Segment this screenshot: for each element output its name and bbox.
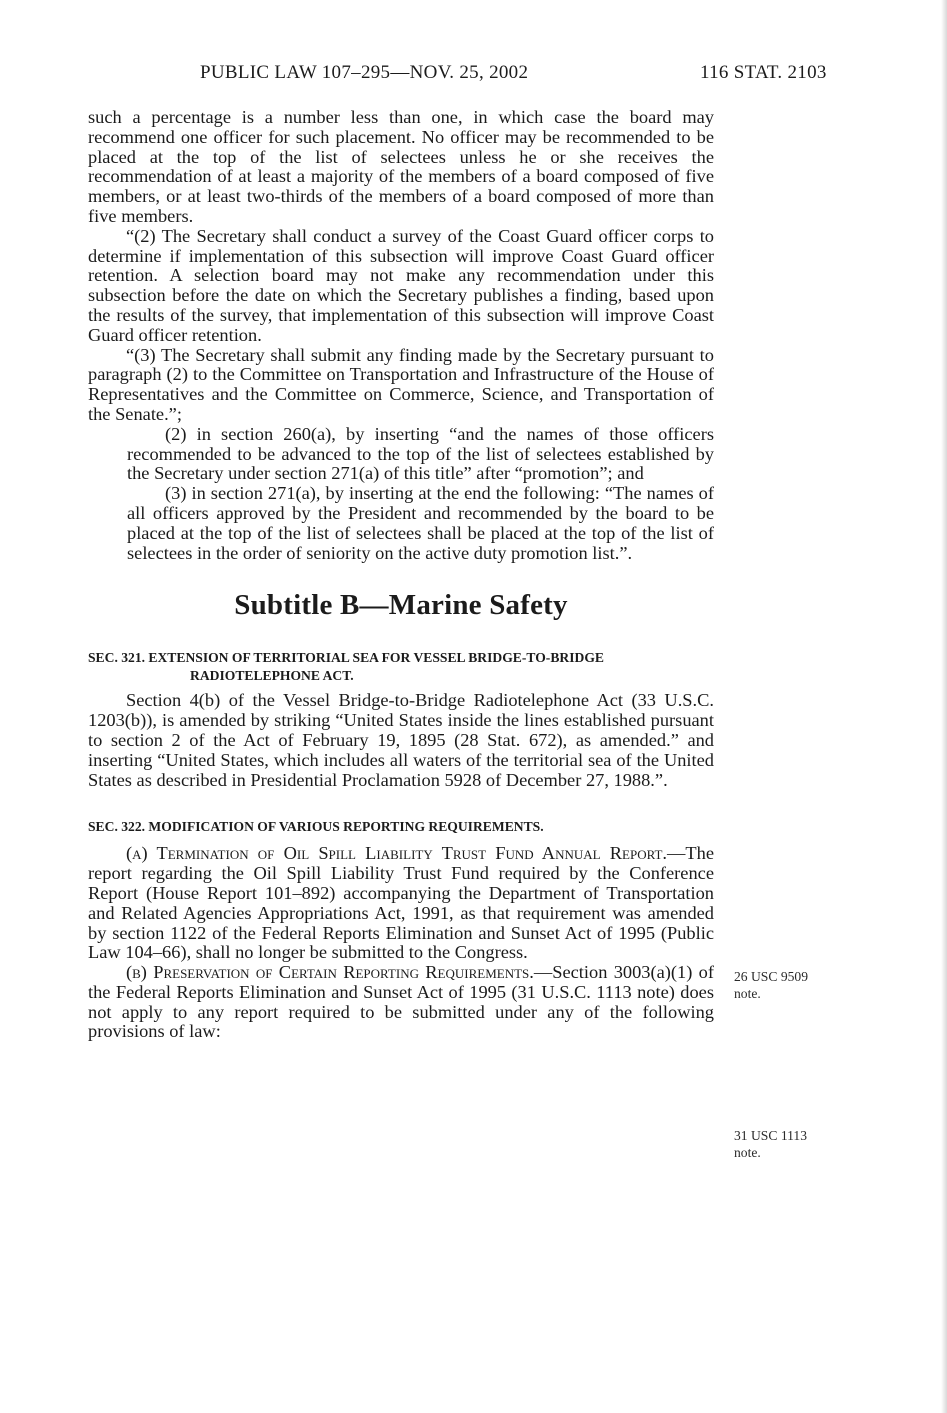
- subtitle-heading: Subtitle B—Marine Safety: [234, 589, 568, 622]
- section-322-subsection-a: [88, 844, 714, 963]
- header-title: PUBLIC LAW 107–295—NOV. 25, 2002: [200, 62, 529, 83]
- body-text: [88, 108, 714, 1042]
- paragraph-survey: “(2) The Secretary shall conduct a survey of the Coast Guard officer corps to determine if implementation of this subsection will improve Coast Guard officer retention. A selection board may not make any recommendation under this subsection before the date on which the Secretary publishes a finding, based upon the results of the survey, that implementation of this subsection will improve Coast Guard officer retention.: [88, 225, 714, 345]
- amendment-item-2: (2) in section 260(a), by inserting “and the names of those officers recommended to be advanced to the top of the list of selectees established by the Secretary under section 271(a) of this title” after “promotion”; and: [127, 423, 714, 484]
- paragraph-finding: “(3) The Secretary shall submit any finding made by the Secretary pursuant to paragraph (2) to the Committee on Transportation and Infrastructure of the House of Representatives and the Committee on Commerce, Science, and Transportation of the Senate.”;: [88, 344, 714, 424]
- paragraph-continuation: such a percentage is a number less than one, in which case the board may recommend one officer for such placement. No officer may be recommended to be placed at the top of the list of selectees unless he or she receives the recommendation of at least a majority of the members of a board composed of five members, or at least two-thirds of the members of a board composed of more than five members.: [88, 107, 714, 226]
- subsection-b-text: Section 3003(a)(1) of the Federal Reports Elimination and Sunset Act of 1995 (31 U.S.C. 1113 note) does not apply to any report required to be submitted under any of the following provisions of law:: [88, 962, 714, 1042]
- margin-note-2-line-2: note.: [734, 1145, 761, 1160]
- subsection-a-heading: (a) Termination of Oil Spill Liability Trust Fund Annual Report.—: [126, 843, 686, 864]
- subsection-a-text: The report regarding the Oil Spill Liability Trust Fund required by the Conference Report (House Report 101–892) accompanying the Department of Transportation and Related Agencies Appropriations Act, 1991, as that requirement was amended by section 1122 of the Federal Reports Elimination and Sunset Act of 1995 (Public Law 104–66), shall no longer be submitted to the Congress.: [88, 843, 714, 963]
- amendment-item-3: (3) in section 271(a), by inserting at the end the following: “The names of all officers approved by the President and recommended by the board to be placed at the top of the list of selectees shall be placed at the top of the list of selectees in the order of seniority on the active duty promotion list.”.: [127, 483, 714, 563]
- margin-note-31-usc: [734, 1127, 844, 1161]
- section-321-heading: SEC. 321. EXTENSION OF TERRITORIAL SEA FOR VESSEL BRIDGE-TO-BRIDGE RADIOTELEPHONE ACT.: [88, 650, 604, 684]
- margin-note-1-line-1: 26 USC 9509: [734, 969, 809, 984]
- section-322-subsection-b: [88, 963, 714, 1042]
- running-header: [0, 62, 947, 88]
- subsection-b-heading: (b) Preservation of Certain Reporting Requirements.—: [126, 962, 553, 983]
- section-321-text: Section 4(b) of the Vessel Bridge-to-Bridge Radiotelephone Act (33 U.S.C. 1203(b)), is amended by striking “United States inside the lines established pursuant to section 2 of the Act of February 19, 1895 (28 Stat. 672), as amended.” and inserting “United States, which includes all waters of the territorial sea of the United States as described in Presidential Proclamation 5928 of December 27, 1988.”.: [88, 690, 714, 790]
- margin-note-2-line-1: 31 USC 1113: [734, 1128, 808, 1143]
- margin-note-1-line-2: note.: [734, 986, 761, 1001]
- header-stat-citation: 116 STAT. 2103: [700, 62, 827, 83]
- margin-note-26-usc: [734, 968, 844, 1002]
- section-322-heading: SEC. 322. MODIFICATION OF VARIOUS REPORTING REQUIREMENTS.: [88, 819, 544, 835]
- page-edge-shadow: [941, 0, 947, 1413]
